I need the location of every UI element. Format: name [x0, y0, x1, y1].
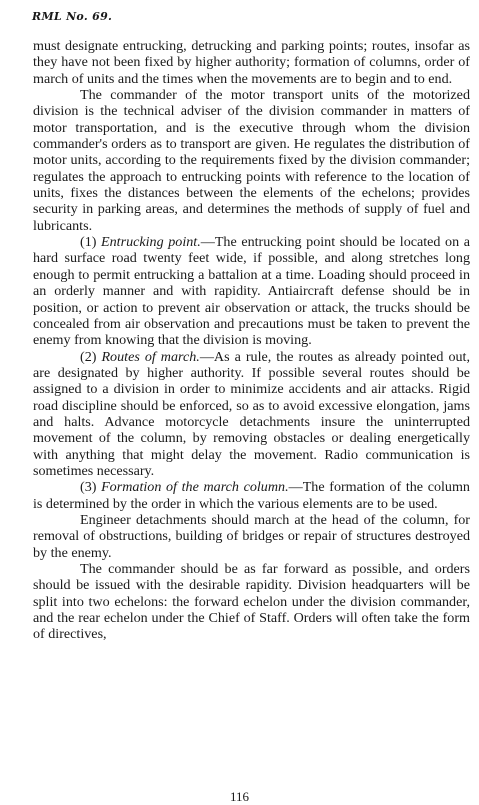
paragraph-march-column — [33, 479, 470, 512]
paragraph-continuation: must designate entrucking, detrucking and parking points; routes, insofar as they have not been fixed by higher authority; formation of columns, order of march of units and the times when the movements are to begin and to end. — [33, 38, 470, 87]
section-heading: Formation of the march column. — [101, 479, 289, 496]
body-text — [33, 38, 470, 643]
paragraph-commander-position: The commander should be as far forward as possible, and orders should be issued with the desirable rapidity. Division headquarters will be split into two echelons: the forward echelon under the division commander, and the rear echelon under the Chief of Staff. Orders will often take the form of directives, — [33, 561, 470, 643]
paragraph-routes-of-march — [33, 349, 470, 480]
section-heading: Routes of march. — [101, 348, 200, 365]
item-number: (1) — [80, 234, 102, 251]
item-number: (3) — [80, 479, 102, 496]
paragraph-entrucking-point — [33, 234, 470, 348]
paragraph-engineer-detachments: Engineer detachments should march at the head of the column, for removal of obstructions, building of bridges or repair of structures destroyed by the enemy. — [33, 511, 470, 561]
section-heading: Entrucking point. — [101, 234, 201, 251]
paragraph-motor-transport-commander: The commander of the motor transport units of the motorized division is the technical adviser of the division commander in matters of motor transportation, and is the executive through whom the division commander's orders as to transport are given. He regulates the distribution of motor units, according to the requirements fixed by the division commander; regulates the approach to entrucking points with reference to the location of units, fixes the distances between the elements of the echelons; provides security in parking areas, and determines the methods of supply of fuel and lubricants. — [33, 87, 470, 234]
paragraph-body: —The entrucking point should be located on a hard surface road twenty feet wide, if possible, and along stretches long enough to permit entrucking a battalion at a time. Loading should proceed in an orderly manner and with rapidity. Antiaircraft defense should be in position, or action to prevent air observation or attack, the trucks should be concealed from air observation and precautions must be taken to prevent the enemy from knowing that the division is moving. — [33, 234, 470, 349]
page-number: 116 — [229, 789, 250, 804]
item-number: (2) — [80, 348, 102, 365]
running-header: RML No. 69. — [32, 10, 113, 23]
paragraph-body: —As a rule, the routes as already pointed out, are designated by higher authority. If possible several routes should be assigned to a division in order to minimize accidents and air attacks. Rigid road discipline should be enforced, so as to avoid excessive elongation, jams and halts. Advance motorcycle detachments insure the uninterrupted movement of the column, by removing obstacles or dealing energetically with anything that might delay the movement. Radio communication is sometimes necessary. — [33, 348, 470, 479]
paragraph-body: —The formation of the column is determined by the order in which the various elements are to be used. — [33, 479, 470, 512]
